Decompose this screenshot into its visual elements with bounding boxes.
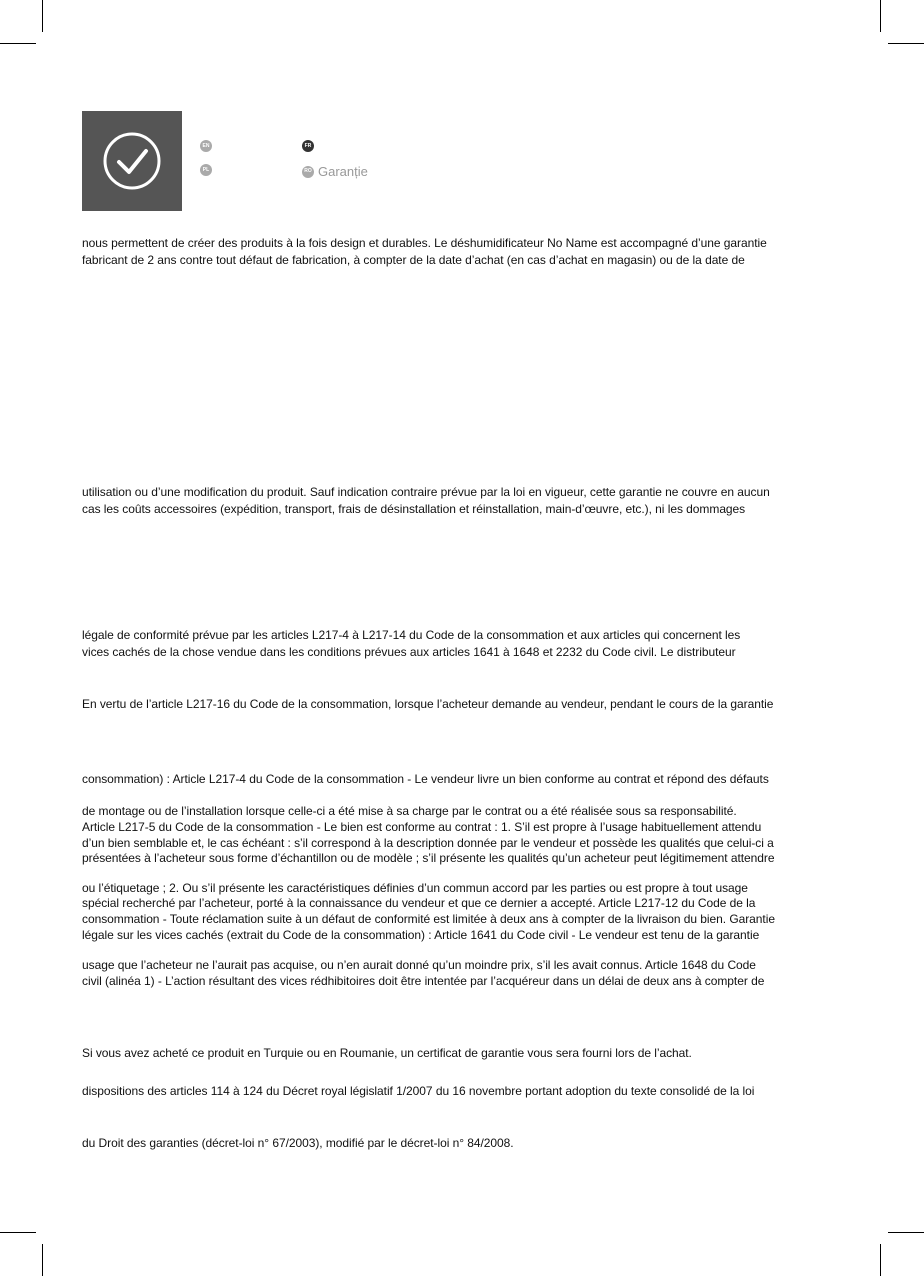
text-line: de montage ou de l’installation lorsque celle-ci a été mise à sa charge par le contrat ou a été réalisée sous sa responsabilité.	[82, 804, 737, 818]
crop-mark	[888, 43, 924, 44]
text-line: nous permettent de créer des produits à la fois design et durables. Le déshumidificateur No Name est accompagné d’une garantie	[82, 236, 767, 250]
language-pl[interactable]	[200, 164, 216, 176]
crop-mark	[880, 0, 881, 32]
text-line: dispositions des articles 114 à 124 du Décret royal législatif 1/2007 du 16 novembre portant adoption du texte consolidé de la loi	[82, 1084, 755, 1098]
text-line: Si vous avez acheté ce produit en Turquie ou en Roumanie, un certificat de garantie vous sera fourni lors de l’achat.	[82, 1046, 692, 1060]
warranty-check-logo	[82, 111, 182, 211]
text-line: cas les coûts accessoires (expédition, transport, frais de désinstallation et réinstallation, main-d’œuvre, etc.), ni les dommages	[82, 502, 746, 516]
text-line: civil (alinéa 1) - L’action résultant des vices rédhibitoires doit être intentée par l’acquéreur dans un délai de deux ans à compter de	[82, 974, 765, 988]
text-line: consommation) : Article L217-4 du Code de la consommation - Le vendeur livre un bien conforme au contrat et répond des défauts	[82, 772, 769, 786]
language-badge-icon: PL	[200, 164, 212, 176]
language-badge-icon: FR	[302, 140, 314, 152]
crop-mark	[0, 1232, 36, 1233]
crop-mark	[880, 1244, 881, 1276]
text-line: d’un bien semblable et, le cas échéant : s’il correspond à la description donnée par le vendeur et possède les qualités que celui-ci a	[82, 836, 774, 850]
text-line: consommation - Toute réclamation suite à un défaut de conformité est limitée à deux ans à compter de la livraison du bien. Garantie	[82, 912, 775, 926]
language-badge-icon: EN	[200, 140, 212, 152]
crop-mark	[42, 1244, 43, 1276]
text-line: spécial recherché par l’acheteur, porté à la connaissance du vendeur et que ce dernier a accepté. Article L217-12 du Code de la	[82, 896, 756, 910]
language-en[interactable]	[200, 140, 216, 152]
checkmark-icon	[82, 111, 182, 211]
crop-mark	[0, 43, 36, 44]
text-line: fabricant de 2 ans contre tout défaut de fabrication, à compter de la date d’achat (en cas d’achat en magasin) ou de la date de	[82, 253, 745, 267]
crop-mark	[888, 1232, 924, 1233]
garantie-label: Garanție	[318, 164, 368, 179]
text-line: présentées à l’acheteur sous forme d’échantillon ou de modèle ; s’il présente les qualités qu’un acheteur peut légitimement attendre	[82, 851, 775, 865]
text-line: légale sur les vices cachés (extrait du Code de la consommation) : Article 1641 du Code civil - Le vendeur est tenu de la garantie	[82, 928, 760, 942]
language-ro[interactable]	[302, 164, 368, 179]
text-line: vices cachés de la chose vendue dans les conditions prévues aux articles 1641 à 1648 et 2232 du Code civil. Le distributeur	[82, 645, 736, 659]
language-badge-icon: RO	[302, 166, 314, 178]
text-line: légale de conformité prévue par les articles L217-4 à L217-14 du Code de la consommation et aux articles qui concernent les	[82, 628, 741, 642]
language-fr[interactable]	[302, 140, 318, 152]
crop-mark	[42, 0, 43, 32]
text-line: utilisation ou d’une modification du produit. Sauf indication contraire prévue par la loi en vigueur, cette garantie ne couvre en aucun	[82, 485, 770, 499]
text-line: En vertu de l’article L217-16 du Code de la consommation, lorsque l’acheteur demande au vendeur, pendant le cours de la garantie	[82, 697, 774, 711]
text-line: ou l’étiquetage ; 2. Ou s’il présente les caractéristiques définies d’un commun accord par les parties ou est propre à tout usage	[82, 881, 748, 895]
text-line: usage que l’acheteur ne l’aurait pas acquise, ou n’en aurait donné qu’un moindre prix, s’il les avait connus. Article 1648 du Code	[82, 958, 756, 972]
text-line: Article L217-5 du Code de la consommation - Le bien est conforme au contrat : 1. S’il est propre à l’usage habituellement attendu	[82, 820, 762, 834]
text-line: du Droit des garanties (décret-loi n° 67/2003), modifié par le décret-loi n° 84/2008.	[82, 1136, 514, 1150]
